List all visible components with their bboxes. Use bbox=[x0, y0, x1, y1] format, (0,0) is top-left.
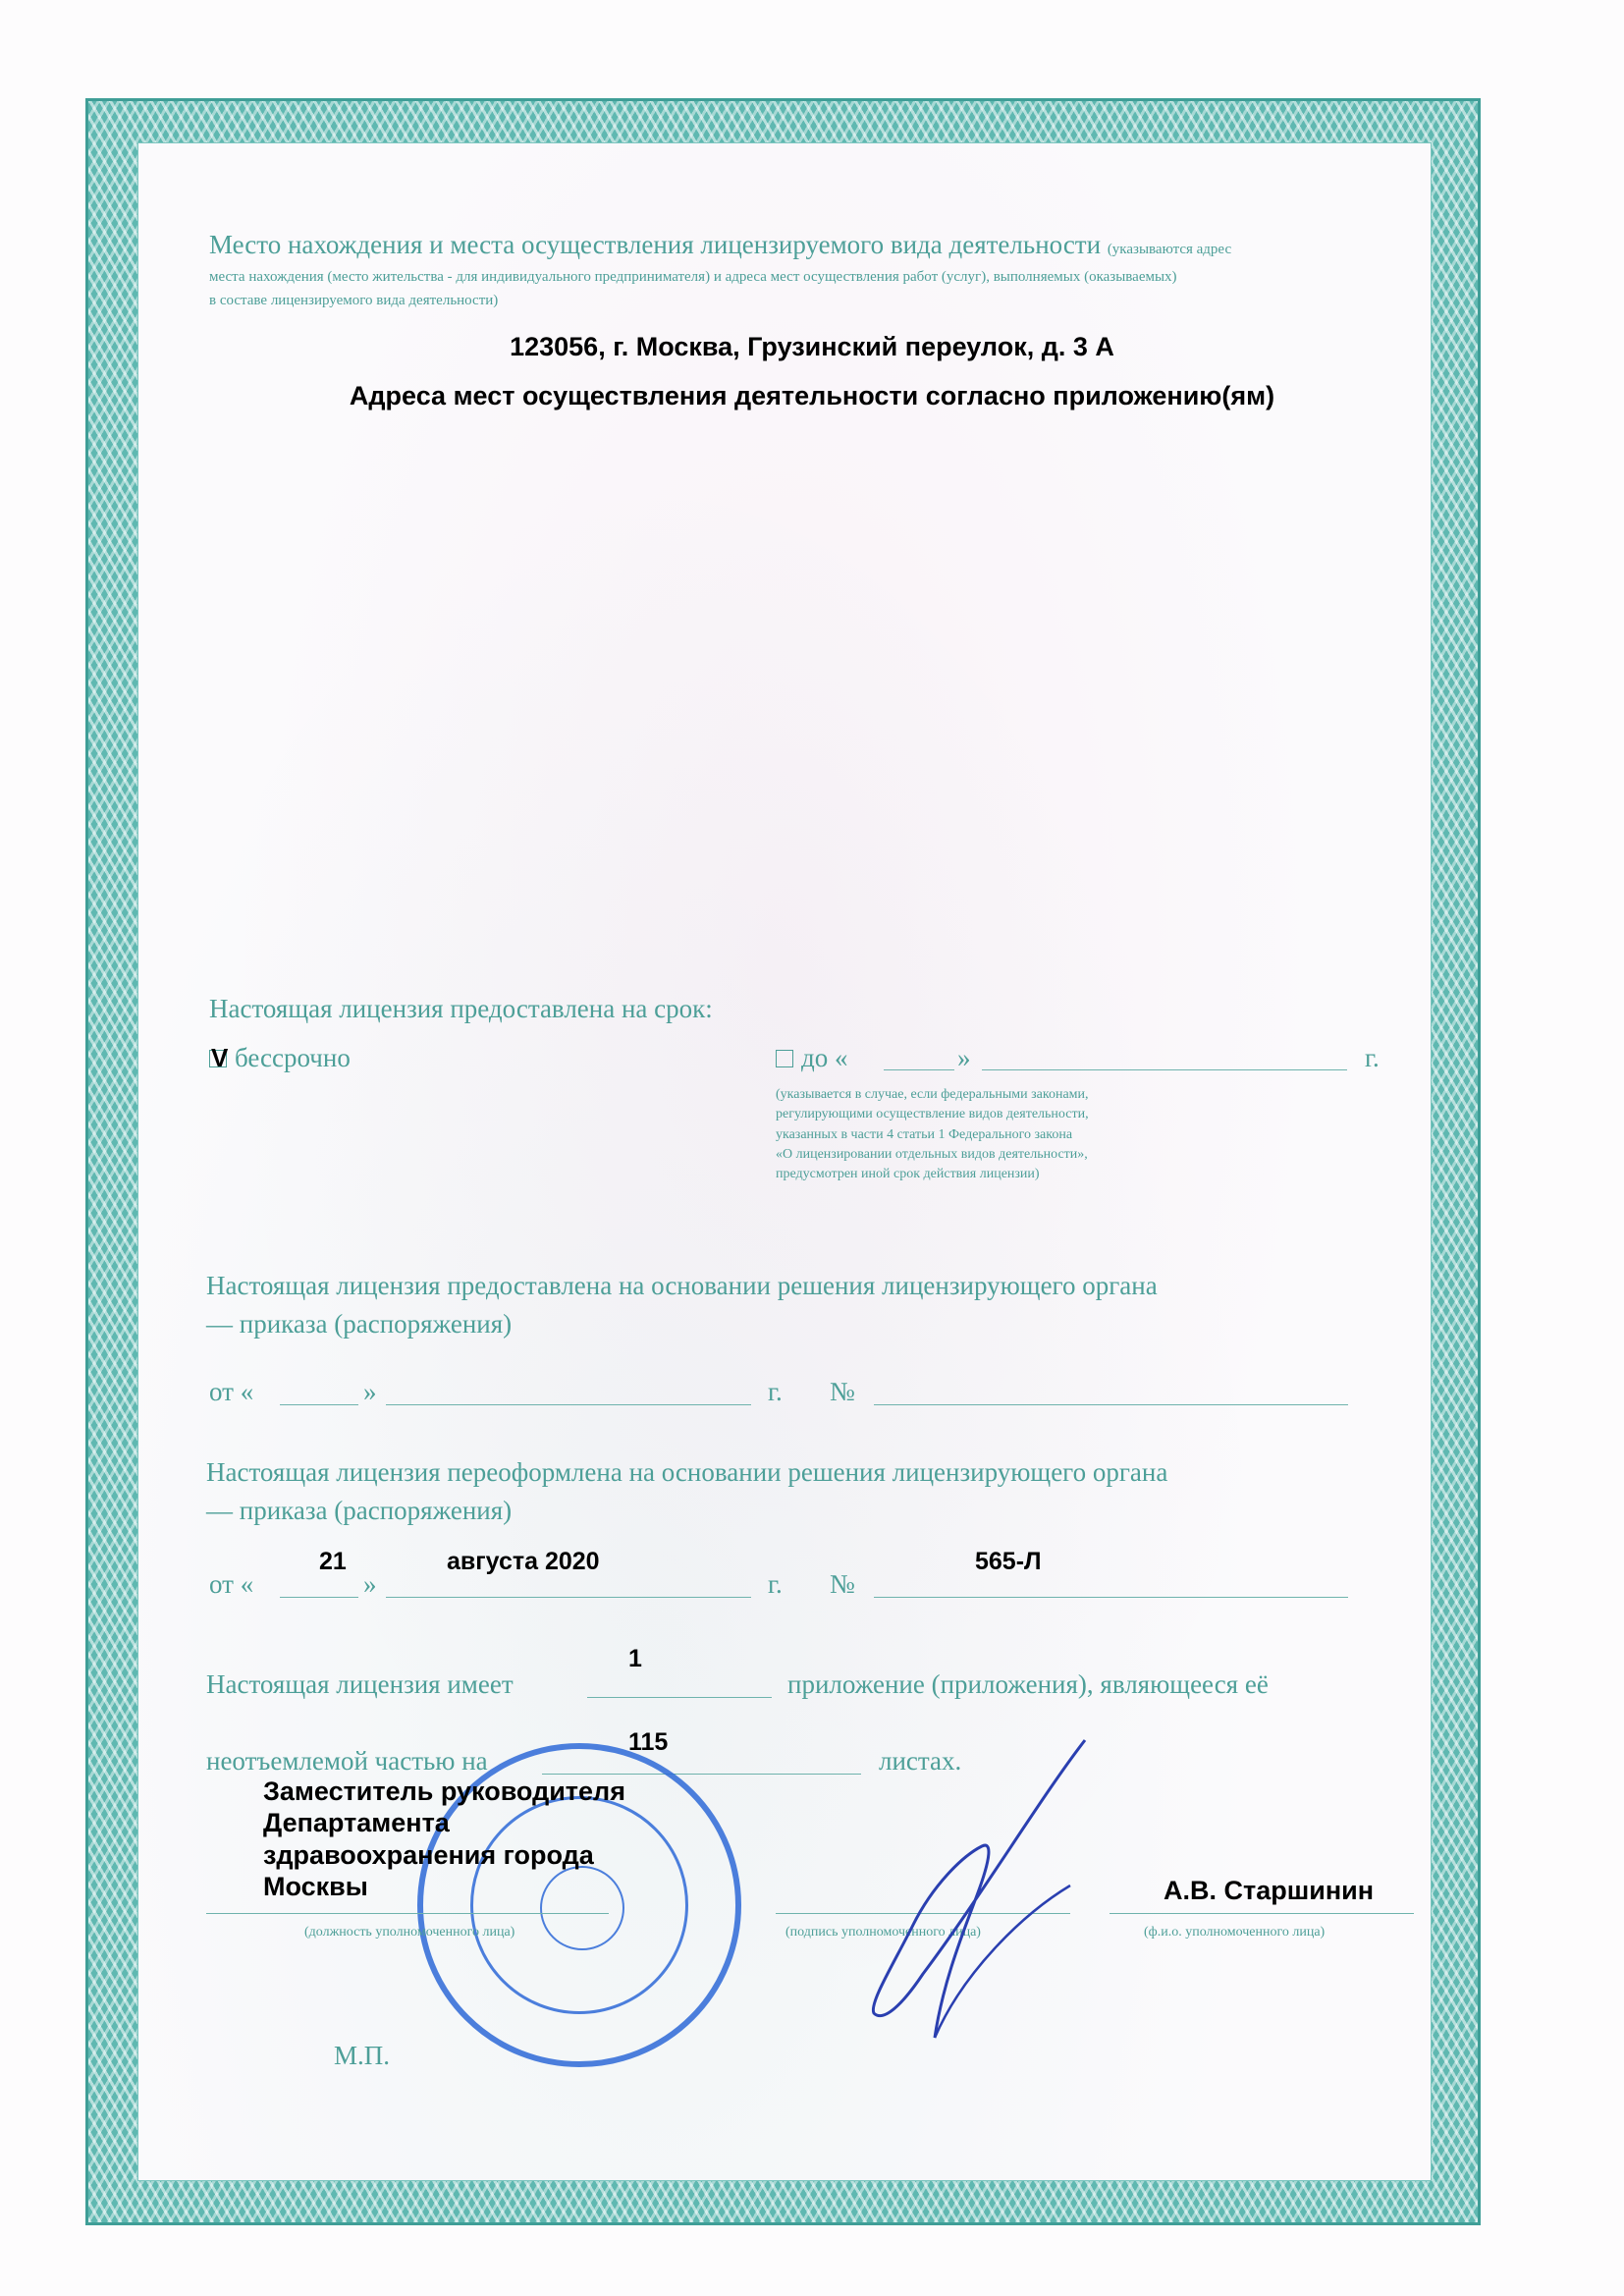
form-subtitle bbox=[209, 265, 1427, 312]
grant-basis-line2: — приказа (распоряжения) bbox=[206, 1309, 513, 1339]
main-address: 123056, г. Москва, Грузинский переулок, д. 3 А bbox=[510, 332, 1114, 361]
form-title-note: (указываются адрес bbox=[1107, 242, 1232, 257]
reissue-basis bbox=[206, 1453, 1424, 1530]
appendix-prefix: Настоящая лицензия имеет bbox=[206, 1669, 514, 1699]
form-title-text: Место нахождения и места осуществления лицензируемого вида деятельности bbox=[209, 230, 1102, 259]
term-note-line: «О лицензировании отдельных видов деятельности», bbox=[776, 1146, 1088, 1162]
form-subtitle-line1: места нахождения (место жительства - для индивидуального предпринимателя) и адреса мест осуществления работ (услуг), выполняемых (оказываемых) bbox=[209, 269, 1177, 285]
term-note-line: (указывается в случае, если федеральными законами, bbox=[776, 1087, 1089, 1102]
appendix-count: 1 bbox=[628, 1645, 642, 1672]
reissue-month-year: августа 2020 bbox=[447, 1548, 600, 1575]
grant-day-line bbox=[280, 1404, 358, 1405]
form-title bbox=[209, 228, 1427, 262]
until-checkbox bbox=[776, 1050, 793, 1067]
term-note-line: предусмотрен иной срок действия лицензии) bbox=[776, 1167, 1040, 1182]
handwritten-signature bbox=[844, 1728, 1100, 2052]
reissue-close: » bbox=[363, 1569, 377, 1599]
until-prefix: до « bbox=[801, 1043, 848, 1072]
places-address: Адреса мест осуществления деятельности согласно приложению(ям) bbox=[349, 381, 1275, 410]
reissue-year-suffix: г. bbox=[768, 1569, 783, 1599]
appendix-middle: приложение (приложения), являющееся её bbox=[787, 1669, 1269, 1699]
grant-number-sign: № bbox=[830, 1377, 855, 1406]
reissue-basis-line2: — приказа (распоряжения) bbox=[206, 1496, 513, 1526]
term-note-line: регулирующими осуществление видов деятельности, bbox=[776, 1107, 1089, 1122]
position-line: Москвы bbox=[263, 1872, 368, 1902]
appendix-suffix: листах. bbox=[879, 1746, 962, 1776]
name-caption: (ф.и.о. уполномоченного лица) bbox=[1144, 1925, 1326, 1940]
reissue-day: 21 bbox=[319, 1548, 347, 1575]
position-line: Департамента bbox=[263, 1808, 450, 1838]
grant-from: от « bbox=[209, 1377, 254, 1406]
until-date-line bbox=[982, 1069, 1347, 1070]
reissue-day-line bbox=[280, 1597, 358, 1598]
form-subtitle-line2: в составе лицензируемого вида деятельности) bbox=[209, 293, 499, 308]
term-note bbox=[776, 1085, 1188, 1184]
signatory-name: А.В. Старшинин bbox=[1164, 1876, 1375, 1905]
position-line: Заместитель руководителя bbox=[263, 1777, 625, 1806]
position-underline bbox=[206, 1913, 609, 1914]
reissue-date-line bbox=[386, 1597, 751, 1598]
grant-number-line bbox=[874, 1404, 1348, 1405]
check-mark: V bbox=[211, 1042, 229, 1072]
reissue-from: от « bbox=[209, 1569, 254, 1599]
until-day-line bbox=[884, 1069, 954, 1070]
indefinite-label: бессрочно bbox=[235, 1043, 351, 1072]
reissue-number-line bbox=[874, 1597, 1348, 1598]
indefinite-checkbox bbox=[209, 1042, 229, 1072]
position-caption: (должность уполномоченного лица) bbox=[304, 1925, 515, 1940]
position-line: здравоохранения города bbox=[263, 1839, 594, 1870]
reissue-basis-line1: Настоящая лицензия переоформлена на основании решения лицензирующего органа bbox=[206, 1457, 1168, 1487]
until-close: » bbox=[957, 1043, 971, 1072]
appendix-count-line bbox=[587, 1697, 772, 1698]
grant-basis-line1: Настоящая лицензия предоставлена на основании решения лицензирующего органа bbox=[206, 1271, 1158, 1300]
grant-year-suffix: г. bbox=[768, 1377, 783, 1406]
appendix-line2-prefix: неотъемлемой частью на bbox=[206, 1746, 488, 1776]
indefinite-option bbox=[209, 1043, 351, 1073]
grant-close: » bbox=[363, 1377, 377, 1406]
name-underline bbox=[1110, 1913, 1414, 1914]
term-label: Настоящая лицензия предоставлена на срок: bbox=[209, 994, 713, 1023]
term-note-line: указанных в части 4 статьи 1 Федерального закона bbox=[776, 1126, 1073, 1142]
stamp-place: М.П. bbox=[334, 2041, 391, 2070]
until-year-suffix: г. bbox=[1365, 1043, 1380, 1072]
reissue-number: 565-Л bbox=[975, 1548, 1042, 1575]
grant-date-line bbox=[386, 1404, 751, 1405]
signatory-position bbox=[263, 1776, 625, 1903]
appendix-sheets: 115 bbox=[628, 1728, 669, 1756]
grant-basis bbox=[206, 1267, 1424, 1343]
signature-caption: (подпись уполномоченного лица) bbox=[785, 1925, 981, 1940]
reissue-number-sign: № bbox=[830, 1569, 855, 1599]
until-option bbox=[776, 1043, 848, 1073]
